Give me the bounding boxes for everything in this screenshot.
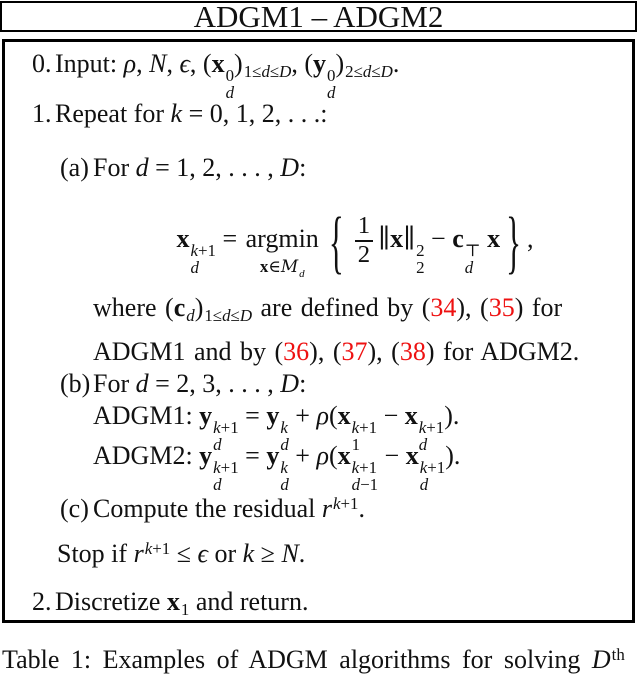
text-run: d: [261, 62, 270, 81]
text-run: (: [328, 401, 338, 430]
text-run: r: [321, 494, 333, 523]
text-run: d: [464, 257, 474, 277]
text-run: k: [242, 539, 255, 568]
text-run: k: [333, 494, 341, 513]
step-2-label: 2.: [32, 587, 52, 616]
text-run: Input:: [55, 49, 124, 78]
algorithm-body-box: [2, 39, 635, 623]
text-run: (: [328, 441, 338, 470]
text-run: D: [380, 62, 393, 81]
text-run: ).: [445, 441, 461, 470]
text-run: d: [418, 434, 428, 454]
text-run: d: [280, 434, 289, 454]
text-run: th: [611, 645, 625, 664]
text-run: ,: [166, 49, 180, 78]
table-caption: [2, 639, 636, 676]
math-scripts: [406, 440, 445, 494]
text-run: ≤: [269, 62, 280, 81]
text-run: k: [351, 458, 360, 477]
text-run: For: [93, 153, 136, 182]
item-a-label: (a): [60, 153, 89, 182]
text-run: , (: [189, 49, 212, 78]
subscript: [345, 62, 393, 81]
step-0-text: [55, 49, 400, 102]
text-run: x: [166, 587, 180, 616]
equation-ref-link[interactable]: 35: [488, 293, 515, 322]
text-run: 1: [180, 600, 190, 619]
text-run: x: [404, 401, 418, 430]
math-scripts: [338, 440, 378, 494]
text-run: Repeat for: [55, 99, 171, 128]
text-run: d: [299, 268, 305, 280]
text-run: = 2, 3, . . . ,: [148, 369, 281, 398]
text-run: :: [299, 153, 307, 182]
text-run: ), (: [367, 337, 400, 366]
text-run: −: [424, 224, 453, 253]
text-run: Table 1: Examples of ADGM algorithms for solving: [2, 645, 592, 674]
text-run: d: [419, 474, 429, 494]
text-run: , (: [291, 49, 314, 78]
text-run: d: [190, 257, 199, 277]
text-run: .: [358, 494, 366, 523]
text-run: Discretize: [55, 587, 167, 616]
text-run: }: [506, 201, 522, 281]
step-1-text: [55, 99, 327, 128]
text-run: ).: [444, 401, 460, 430]
step-0-input-line: [32, 48, 399, 102]
text-run: k: [213, 458, 221, 477]
text-run: +: [288, 441, 317, 470]
math-scripts: [134, 533, 171, 570]
text-run: =: [238, 441, 267, 470]
text-run: are defined by (: [252, 293, 431, 322]
adgm2-update-equation: [93, 440, 460, 494]
text-run: ∥: [403, 224, 416, 253]
text-run: k: [419, 458, 428, 477]
text-run: ∥: [378, 224, 391, 253]
text-run: ADGM1 and by (: [93, 337, 284, 366]
text-run: N: [149, 49, 167, 78]
text-run: d: [351, 474, 361, 494]
text-run: .: [392, 49, 400, 78]
text-run: d: [213, 474, 222, 494]
text-run: x: [487, 224, 501, 253]
text-run: ρ: [316, 441, 329, 470]
text-run: +1: [220, 458, 239, 477]
item-c-text: [93, 494, 365, 523]
text-run: +1: [359, 458, 378, 477]
where-paragraph: [93, 290, 621, 370]
text-run: ϵ: [179, 49, 190, 78]
text-run: ≥: [254, 539, 282, 568]
text-run: M: [280, 256, 299, 276]
text-run: +1: [359, 418, 378, 437]
text-run: d: [362, 62, 372, 81]
text-run: ) for: [514, 293, 563, 322]
text-run: +1: [427, 458, 446, 477]
math-scripts: [176, 197, 215, 281]
text-run: ≤: [230, 306, 240, 325]
item-a-text: [93, 153, 306, 182]
text-run: y: [266, 401, 280, 430]
text-run: ), (: [309, 337, 342, 366]
equation-ref-link[interactable]: 38: [399, 337, 426, 366]
subscript: [204, 306, 252, 325]
paragraph-line: [93, 290, 621, 334]
text-run: +1: [340, 494, 359, 513]
text-run: +1: [220, 418, 239, 437]
text-run: x: [337, 401, 351, 430]
text-run: ∈: [268, 257, 281, 276]
text-run: d: [186, 306, 195, 325]
text-run: 1≤: [243, 62, 262, 81]
text-run: d: [280, 474, 289, 494]
subscript: [186, 306, 194, 325]
text-run: d: [213, 434, 222, 454]
superscript: [612, 645, 625, 664]
text-run: c: [173, 293, 186, 322]
text-run: +1: [152, 539, 171, 558]
text-run: k: [280, 418, 288, 437]
text-run: :: [299, 369, 307, 398]
text-run: ⊤: [464, 241, 481, 260]
text-run: D: [239, 306, 253, 325]
text-run: where (: [93, 293, 174, 322]
text-run: = 0, 1, 2, . . .:: [182, 99, 328, 128]
text-run: ρ: [316, 401, 329, 430]
text-run: ,: [527, 224, 534, 253]
text-run: d: [327, 82, 336, 102]
subscript: [299, 268, 304, 280]
text-run: D: [280, 153, 300, 182]
step-2-return-line: [32, 586, 308, 626]
item-b-line: [60, 368, 306, 400]
text-run: −: [377, 401, 405, 430]
text-run: y: [199, 401, 213, 430]
text-run: ρ: [123, 49, 137, 78]
text-run: c: [452, 224, 464, 253]
text-run: x: [211, 49, 225, 78]
step-1-label: 1.: [32, 99, 52, 128]
text-run: 1≤: [204, 306, 223, 325]
text-run: d: [135, 369, 149, 398]
text-run: ): [234, 49, 243, 78]
update-equation: [93, 197, 617, 281]
text-run: y: [313, 49, 327, 78]
text-run: k: [144, 539, 153, 558]
text-run: ): [194, 293, 204, 322]
text-run: Stop if: [57, 539, 134, 568]
algorithm-title: ADGM1 – ADGM2: [193, 0, 444, 34]
item-b-text: [93, 369, 306, 398]
text-run: D: [591, 645, 611, 674]
equation-ref-link[interactable]: 34: [430, 293, 457, 322]
text-run: y: [199, 441, 213, 470]
text-run: ϵ: [197, 539, 208, 568]
operator-with-limits: argmin $x\in M_d$: [245, 224, 319, 280]
math-scripts: [313, 48, 335, 102]
math-scripts: [212, 48, 234, 102]
text-run: ), (: [456, 293, 489, 322]
text-run: 0: [327, 66, 336, 85]
text-run: k: [280, 458, 288, 477]
text-run: and return.: [189, 587, 309, 616]
text-run: 2: [416, 257, 425, 277]
step-1-repeat-line: [32, 98, 327, 130]
math-scripts: [452, 197, 480, 281]
text-run: ≤: [371, 62, 381, 81]
text-run: x: [390, 224, 404, 253]
text-run: ): [335, 49, 345, 78]
math-scripts: [199, 440, 238, 494]
text-run: ADGM2:: [93, 441, 200, 470]
step-2-text: [55, 587, 309, 619]
text-run: −1: [360, 474, 379, 494]
text-run: Compute the residual: [93, 494, 322, 523]
text-run: N: [281, 539, 299, 568]
item-c-label: (c): [60, 494, 89, 523]
text-run: x: [259, 257, 269, 276]
text-run: +1: [197, 241, 216, 260]
text-run: −: [378, 441, 406, 470]
text-run: 0: [225, 66, 235, 85]
equation-ref-link[interactable]: 37: [341, 337, 368, 366]
step-0-label: 0.: [32, 49, 52, 78]
text-run: k: [351, 418, 360, 437]
text-run: 1: [351, 434, 361, 454]
algorithm-title-box: [0, 1, 637, 32]
equation-ref-link[interactable]: 36: [283, 337, 310, 366]
text-run: x: [176, 224, 190, 253]
text-run: =: [238, 401, 267, 430]
text-run: D: [280, 369, 300, 398]
item-a-line: [60, 152, 306, 184]
text-run: ) for ADGM2.: [425, 337, 580, 366]
text-run: D: [279, 62, 292, 81]
text-run: ,: [136, 49, 150, 78]
subscript: [244, 62, 292, 81]
paragraph-line: [93, 334, 621, 370]
text-run: +1: [426, 418, 445, 437]
item-c-line: [60, 488, 365, 525]
text-run: x: [337, 441, 351, 470]
fraction: $\frac{1}{2}$: [355, 213, 373, 268]
math-scripts: [266, 440, 288, 494]
text-run: k: [213, 418, 221, 437]
text-run: ≤: [170, 539, 198, 568]
math-scripts: [322, 488, 359, 525]
text-run: d: [135, 153, 149, 182]
text-run: d: [225, 82, 235, 102]
text-run: = 1, 2, . . . ,: [148, 153, 281, 182]
text-run: {: [328, 201, 344, 281]
text-run: d: [222, 306, 231, 325]
text-run: k: [418, 418, 427, 437]
text-run: k: [170, 99, 183, 128]
text-run: 2≤: [345, 62, 363, 81]
text-run: y: [266, 441, 280, 470]
stop-condition-line: [57, 533, 305, 570]
text-run: r: [133, 539, 144, 568]
text-run: k: [190, 241, 198, 260]
text-run: or: [207, 539, 243, 568]
text-run: +: [288, 401, 317, 430]
text-run: .: [298, 539, 306, 568]
text-run: x: [405, 441, 419, 470]
item-b-label: (b): [60, 369, 91, 398]
text-run: 2: [416, 241, 425, 260]
text-run: ADGM1:: [93, 401, 200, 430]
text-run: For: [93, 369, 136, 398]
text-run: =: [215, 224, 244, 253]
math-scripts: [378, 197, 424, 281]
